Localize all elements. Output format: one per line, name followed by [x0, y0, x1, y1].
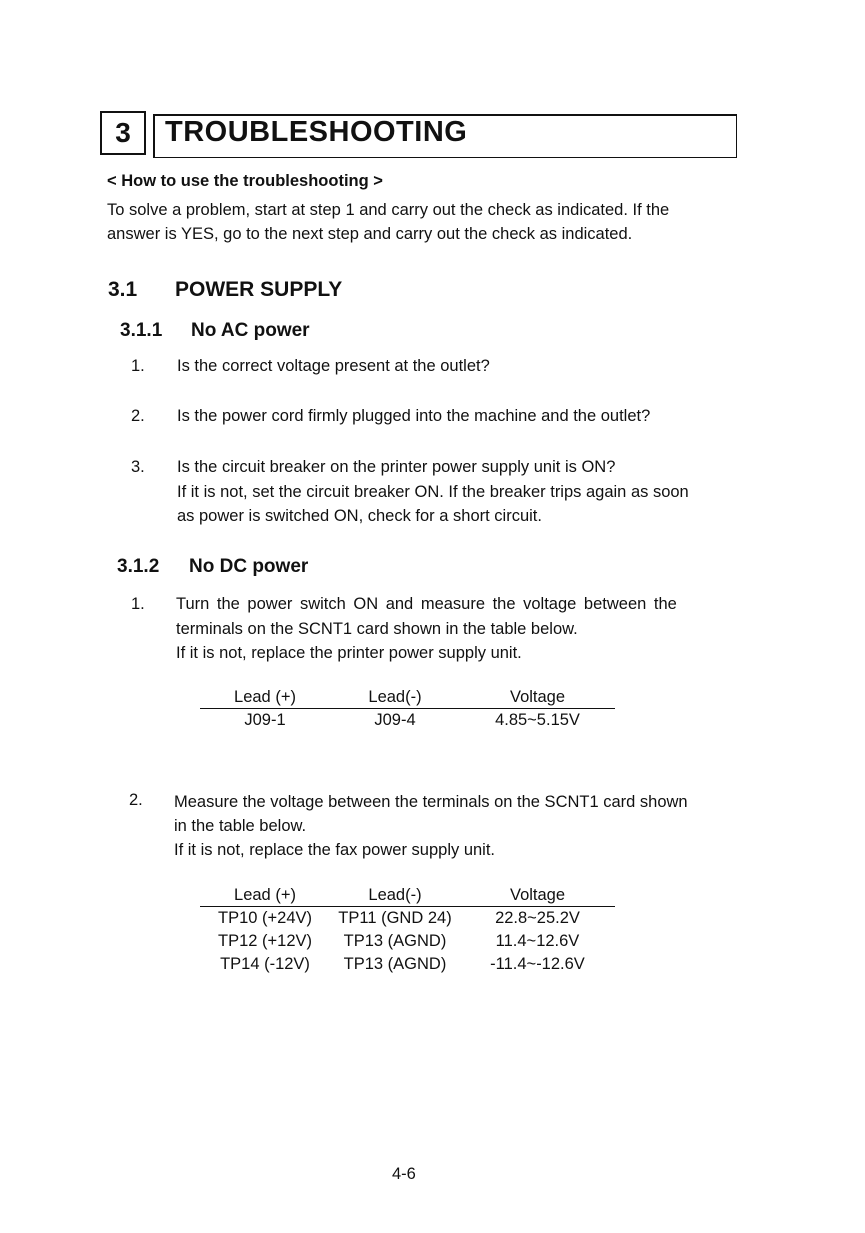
table-row — [200, 953, 615, 976]
column-header: Lead (+) — [200, 688, 330, 709]
step-text: Is the correct voltage present at the outlet? — [177, 357, 490, 375]
table-cell: J09-4 — [374, 711, 416, 729]
table-cell: -11.4~-12.6V — [490, 955, 585, 973]
subsection-title: No AC power — [191, 320, 310, 341]
chapter-number-box — [100, 111, 146, 155]
step-text: terminals on the SCNT1 card shown in the table below. — [176, 620, 578, 638]
section-number: 3.1 — [108, 278, 138, 301]
intro-line-1: To solve a problem, start at step 1 and carry out the check as indicated. If the — [107, 201, 670, 219]
column-header: Lead(-) — [330, 886, 460, 907]
table-row — [200, 907, 615, 931]
step-text: If it is not, replace the printer power supply unit. — [176, 644, 522, 662]
step-number: 1. — [131, 357, 145, 375]
voltage-table-1 — [200, 688, 615, 732]
table-cell: J09-1 — [244, 711, 286, 729]
table-cell: TP13 (AGND) — [343, 932, 447, 950]
subsection-number: 3.1.1 — [120, 320, 163, 341]
column-header: Voltage — [460, 886, 615, 907]
step-text: If it is not, replace the fax power supply unit. — [174, 841, 496, 859]
table-cell: TP14 (-12V) — [220, 955, 310, 973]
howto-heading: < How to use the troubleshooting > — [107, 172, 383, 190]
step-text: Is the circuit breaker on the printer power supply unit is ON? — [177, 458, 616, 476]
step-number: 2. — [131, 407, 145, 425]
table-cell: TP10 (+24V) — [217, 909, 312, 927]
intro-line-2: answer is YES, go to the next step and carry out the check as indicated. — [107, 225, 633, 243]
column-header: Lead(-) — [330, 688, 460, 709]
table-header-row — [200, 886, 615, 907]
step-text: as power is switched ON, check for a short circuit. — [177, 507, 542, 525]
chapter-number: 3 — [115, 117, 131, 148]
step-text: Turn the power switch ON and measure the voltage between the — [176, 595, 677, 613]
section-title: POWER SUPPLY — [175, 278, 343, 301]
table-cell: 11.4~12.6V — [495, 932, 580, 950]
step-number: 3. — [131, 458, 145, 476]
table-cell: TP12 (+12V) — [217, 932, 312, 950]
table-header-row — [200, 688, 615, 709]
step-text: Measure the voltage between the terminals on the SCNT1 card shown — [174, 793, 688, 811]
column-header: Voltage — [460, 688, 615, 709]
voltage-table-2 — [200, 886, 615, 976]
step-text: Is the power cord firmly plugged into the machine and the outlet? — [177, 407, 651, 425]
subsection-title: No DC power — [189, 556, 309, 577]
chapter-title: TROUBLESHOOTING — [165, 116, 468, 148]
step-text: in the table below. — [174, 817, 307, 835]
table-cell: 4.85~5.15V — [495, 711, 580, 729]
table-row — [200, 930, 615, 953]
table-cell: TP13 (AGND) — [343, 955, 447, 973]
table-cell: TP11 (GND 24) — [338, 909, 452, 927]
step-number: 2. — [129, 791, 143, 809]
page-number: 4-6 — [392, 1165, 416, 1183]
column-header: Lead (+) — [200, 886, 330, 907]
subsection-number: 3.1.2 — [117, 556, 160, 577]
table-cell: 22.8~25.2V — [495, 909, 580, 927]
table-row — [200, 709, 615, 733]
step-number: 1. — [131, 595, 145, 613]
step-text: If it is not, set the circuit breaker ON. If the breaker trips again as soon — [177, 483, 689, 501]
